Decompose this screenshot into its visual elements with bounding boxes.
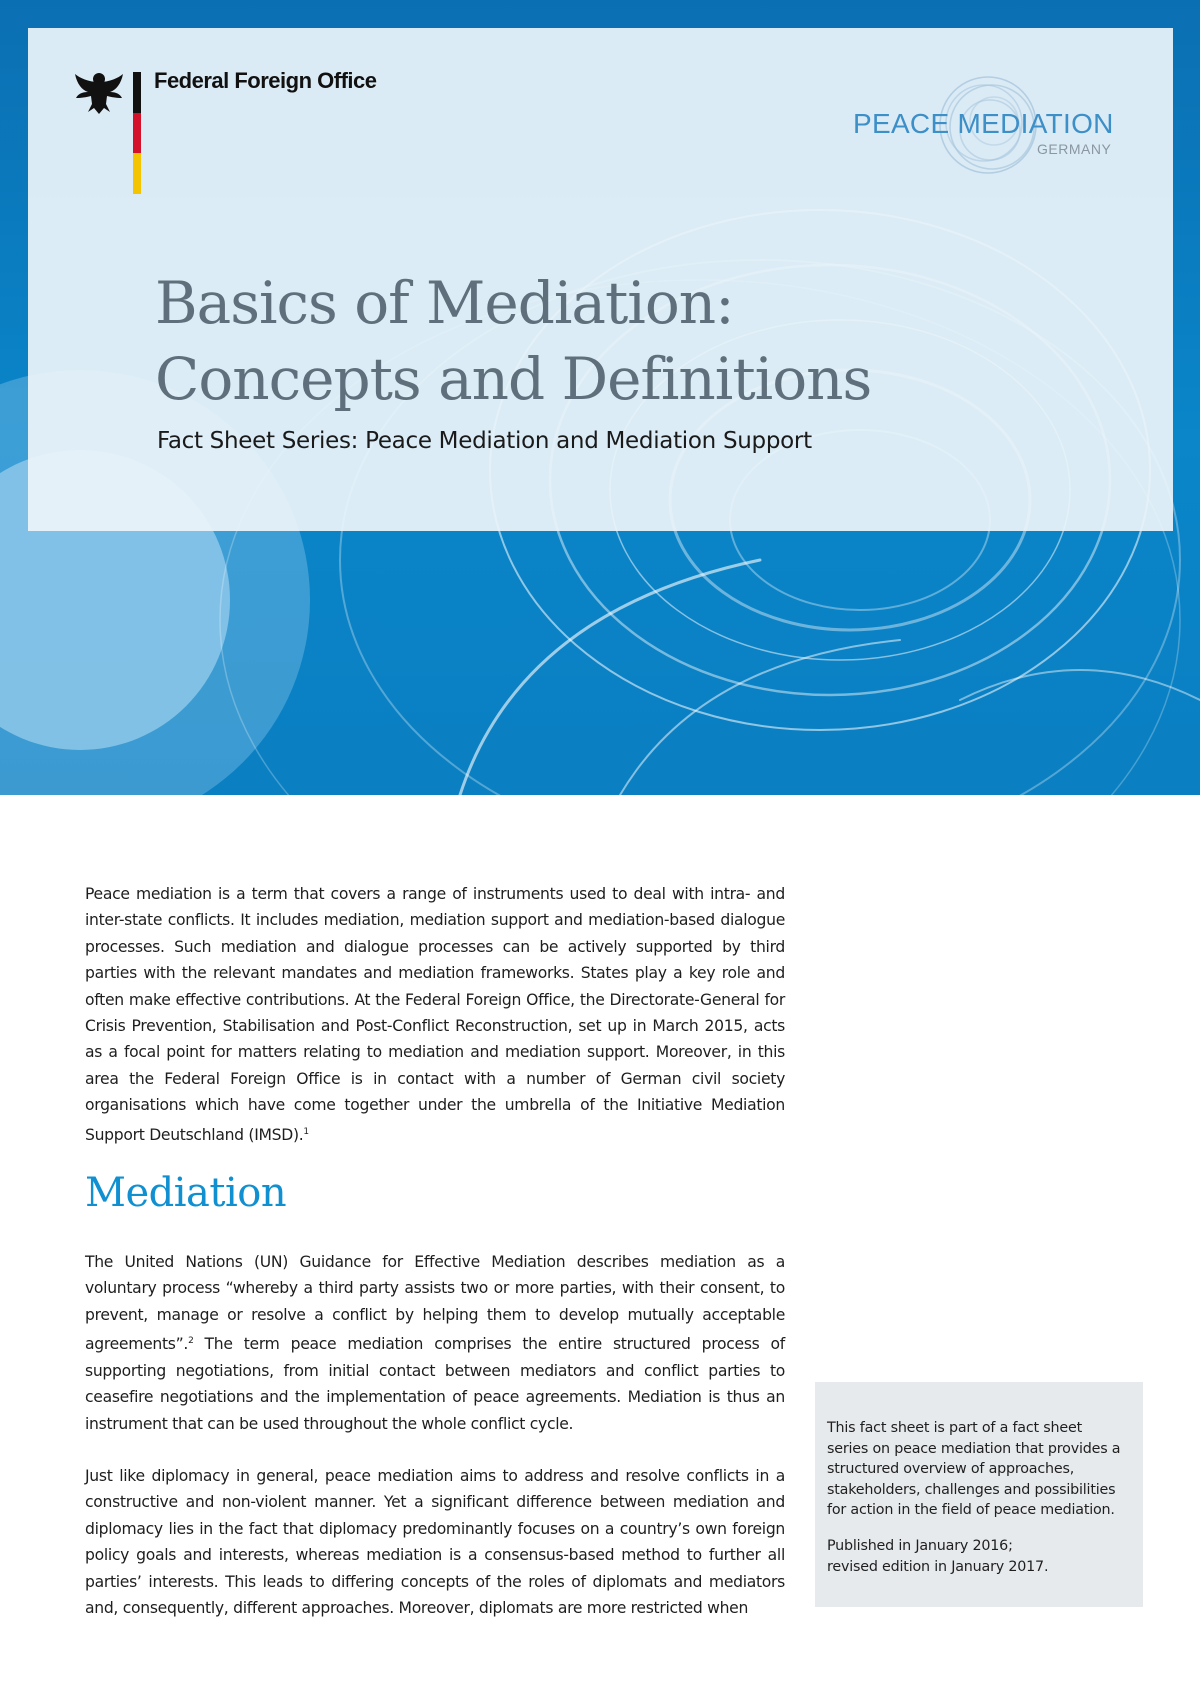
mediation-paragraph-1-text-b: The term peace mediation comprises the entire structured process of supporting negotiations, from initial contact between mediators and conflict parties to ceasefire negotiations and the implementation of peace agreements. Mediation is thus an instrument that can be used throughout the whole conflict cycle. xyxy=(85,1335,785,1433)
published-date: Published in January 2016; xyxy=(827,1538,1013,1554)
intro-paragraph xyxy=(85,881,785,1148)
federal-eagle-icon xyxy=(74,70,124,116)
peace-mediation-logo-subtitle: GERMANY xyxy=(1037,141,1112,157)
document-subtitle: Fact Sheet Series: Peace Mediation and Mediation Support xyxy=(157,428,812,454)
agency-name: Federal Foreign Office xyxy=(154,68,377,93)
revised-date: revised edition in January 2017. xyxy=(827,1558,1049,1575)
footnote-ref: 1 xyxy=(303,1126,309,1137)
section-heading-mediation: Mediation xyxy=(85,1170,287,1216)
document-title-line2: Concepts and Definitions xyxy=(155,345,872,413)
info-box-note: This fact sheet is part of a fact sheet series on peace mediation that provides a structured overview of approaches, stakeholders, challenges and possibilities for action in the field of peace mediation. xyxy=(827,1420,1121,1518)
intro-section xyxy=(85,881,785,1148)
mediation-section xyxy=(85,1249,785,1621)
footnote-ref: 2 xyxy=(188,1336,194,1347)
document-title xyxy=(155,265,871,417)
peace-mediation-logo-title: PEACE MEDIATION xyxy=(853,108,1114,139)
fact-sheet-info-box xyxy=(815,1382,1143,1607)
mediation-paragraph-1 xyxy=(85,1249,785,1437)
document-title-line1: Basics of Mediation: xyxy=(155,269,734,337)
mediation-paragraph-1-text-a: The United Nations (UN) Guidance for Effective Mediation describes mediation as a voluntary process “whereby a third party assists two or more parties, with their consent, to prevent, manage or resolve a conflict by helping them to develop mutually acceptable agreements”. xyxy=(85,1253,785,1354)
mediation-paragraph-2: Just like diplomacy in general, peace mediation aims to address and resolve conflicts in a constructive and non-violent manner. Yet a significant difference between mediation and diplomacy lies in the fact that diplomacy predominantly focuses on a country’s own foreign policy goals and interests, whereas mediation is a consensus-based method to further all parties’ interests. This leads to differing concepts of the roles of diplomats and mediators and, consequently, different approaches. Moreover, diplomats are more restricted when xyxy=(85,1467,785,1618)
intro-text: Peace mediation is a term that covers a range of instruments used to deal with intra- and inter-state conflicts. It includes mediation, mediation support and mediation-based dialogue processes. Such mediation and dialogue processes can be actively supported by third parties with the relevant mandates and mediation frameworks. States play a key role and often make effective contributions. At the Federal Foreign Office, the Directorate-General for Crisis Prevention, Stabilisation and Post-Conflict Reconstruction, set up in March 2015, acts as a focal point for matters relating to mediation and mediation support. Moreover, in this area the Federal Foreign Office is in contact with a number of German civil society organisations which have come together under the umbrella of the Initiative Mediation Support Deutschland (IMSD). xyxy=(85,885,785,1144)
german-flag-bar xyxy=(133,72,141,194)
info-box-published xyxy=(827,1536,1127,1577)
